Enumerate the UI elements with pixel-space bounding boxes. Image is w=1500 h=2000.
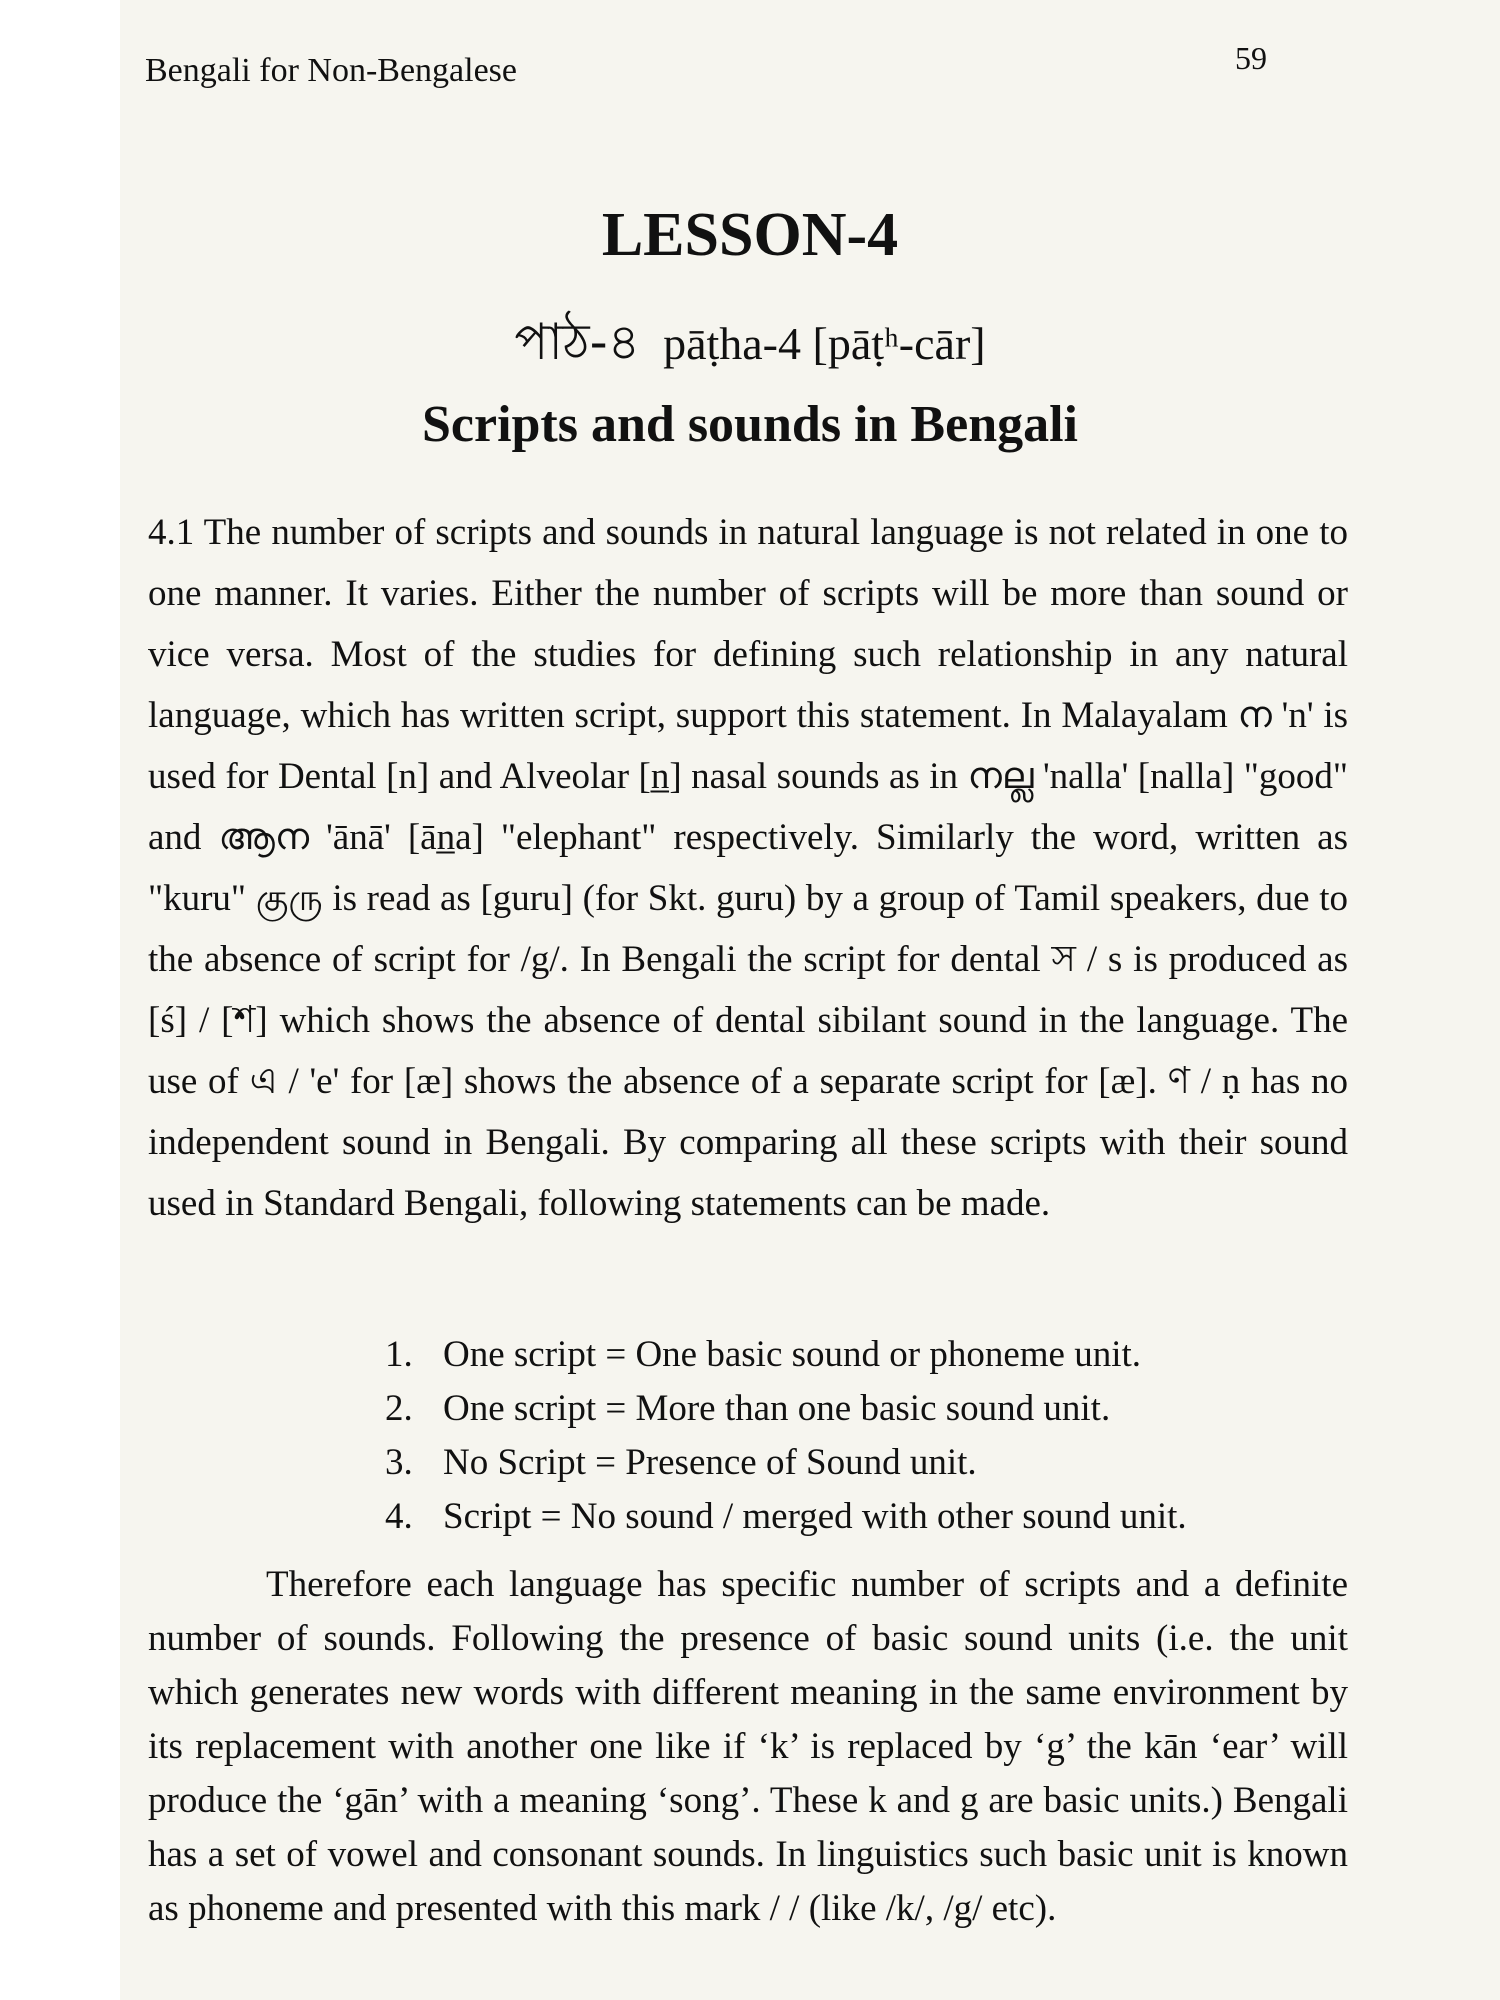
subtitle-transliteration: pāṭha-4 [pāṭʰ-cār]	[663, 318, 986, 369]
list-item	[385, 1436, 1335, 1490]
section-title: Scripts and sounds in Bengali	[421, 396, 1079, 453]
scan-margin	[0, 0, 120, 2000]
list-item-number: 3.	[385, 1442, 413, 1483]
subtitle-bengali: পাঠ-৪	[514, 313, 641, 371]
paragraph-2-text: Therefore each language has specific number of scripts and a definite number of sounds. Following the presence of basic sound units (i.e. the unit which generates new words with different meaning in the same environment by its replacement with another one like if ‘k’ is replaced by ‘g’ the kān ‘ear’ will produce the ‘gān’ with a meaning ‘song’. These k and g are basic units.) Bengali has a set of vowel and consonant sounds. In linguistics such basic unit is known as phoneme and presented with this mark / / (like /k/, /g/ etc).	[148, 1564, 1348, 1929]
list-item	[385, 1382, 1335, 1436]
paragraph-1-text: 4.1 The number of scripts and sounds in natural language is not related in one to one manner. It varies. Either the number of scripts will be more than sound or vice versa. Most of the studies for defining such relationship in any natural language, which has written script, support this statement. In Malayalam ന 'n' is used for Dental [n] and Alveolar [n̲] nasal sounds as in നല്ല 'nalla' [nalla] "good" and ആന 'ānā' [ān̲a] "elephant" respectively. Similarly the word, written as "kuru" குரு is read as [guru] (for Skt. guru) by a group of Tamil speakers, due to the absence of script for /g/. In Bengali the script for dental স / s is produced as [ś] / [শ] which shows the absence of dental sibilant sound in the language. The use of এ / 'e' for [æ] shows the absence of a separate script for [æ]. ণ / ṇ has no independent sound in Bengali. By comparing all these scripts with their sound used in Standard Bengali, following statements can be made.	[148, 512, 1348, 1224]
list-item	[385, 1328, 1335, 1382]
list-item-number: 1.	[385, 1334, 413, 1375]
list-item-text: One script = One basic sound or phoneme unit.	[443, 1334, 1142, 1375]
list-item-text: One script = More than one basic sound unit.	[443, 1388, 1111, 1429]
list-item-text: Script = No sound / merged with other sound unit.	[443, 1496, 1187, 1537]
lesson-subtitle	[0, 305, 1500, 388]
statement-list	[385, 1328, 1335, 1544]
list-item	[385, 1490, 1335, 1544]
lesson-title: LESSON-4	[601, 201, 899, 269]
list-item-number: 4.	[385, 1496, 413, 1537]
paragraph-1	[148, 502, 1348, 1234]
running-title: Bengali for Non-Bengalese	[145, 52, 517, 89]
list-item-text: No Script = Presence of Sound unit.	[443, 1442, 977, 1483]
list-item-number: 2.	[385, 1388, 413, 1429]
page-number: 59	[1235, 40, 1267, 76]
paragraph-2	[148, 1558, 1348, 1936]
